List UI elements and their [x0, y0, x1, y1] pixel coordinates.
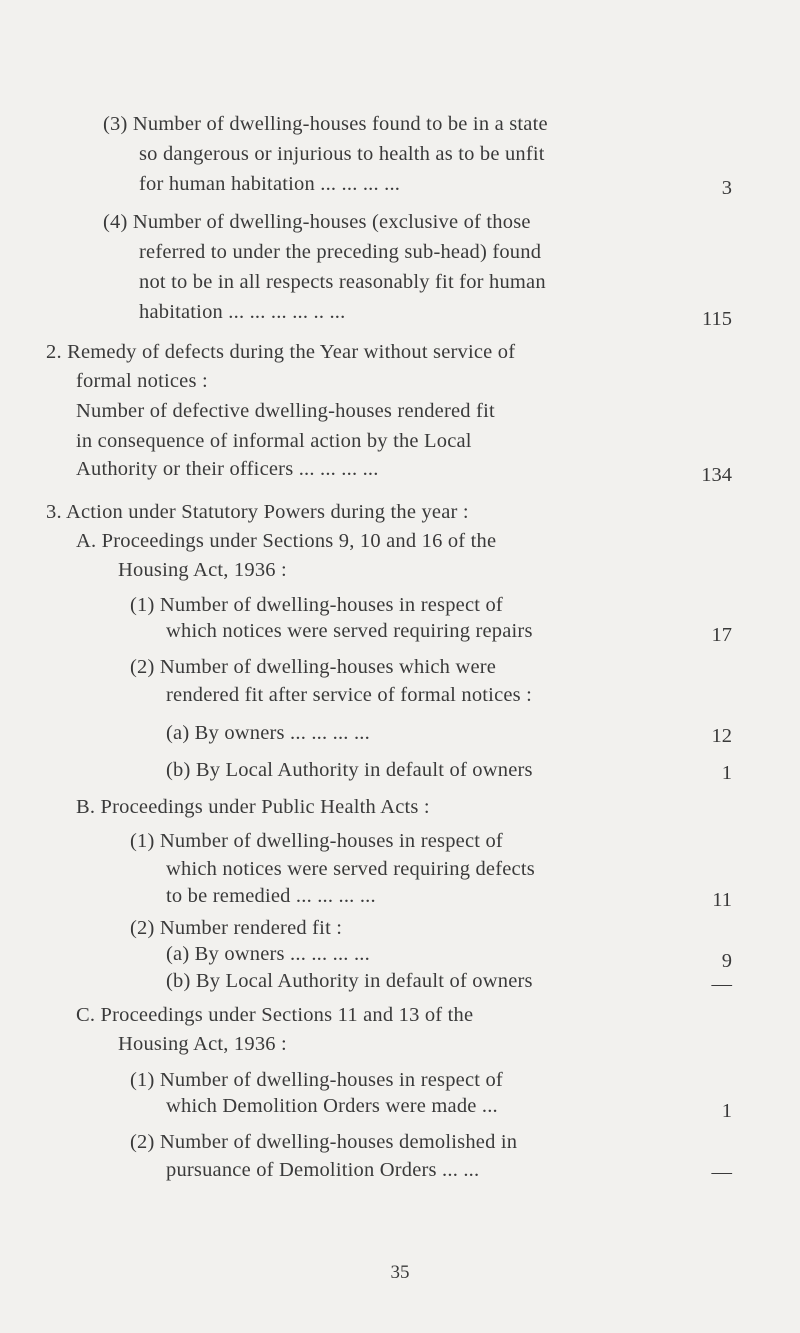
c2-line-2: pursuance of Demolition Orders ... ... [166, 1159, 480, 1181]
b2b-line: (b) By Local Authority in default of owners [166, 970, 533, 992]
item-3-value: 3 [721, 177, 732, 199]
a2-line-1: (2) Number of dwelling-houses which were [130, 656, 497, 678]
c1-line-2: which Demolition Orders were made ... [166, 1095, 498, 1117]
a1-value: 17 [711, 624, 732, 646]
page-number: 35 [390, 1262, 410, 1283]
item-4-line-1: (4) Number of dwelling-houses (exclusive of those [103, 211, 531, 233]
sub-b-heading: B. Proceedings under Public Health Acts : [76, 796, 430, 818]
section-3-heading: 3. Action under Statutory Powers during the year : [46, 501, 469, 523]
b2b-value: — [711, 973, 732, 995]
a2-line-2: rendered fit after service of formal notices : [166, 684, 533, 706]
b2a-value: 9 [721, 950, 732, 972]
section-2-line-3: Authority or their officers ... ... ... ... [76, 458, 379, 480]
a1-line-1: (1) Number of dwelling-houses in respect of [130, 594, 503, 616]
c2-value: — [711, 1161, 732, 1183]
a2b-line: (b) By Local Authority in default of owners [166, 759, 533, 781]
a2b-value: 1 [721, 762, 732, 784]
section-2-line-2: in consequence of informal action by the Local [76, 430, 472, 452]
b2-line: (2) Number rendered fit : [130, 917, 343, 939]
sub-a-heading-line-2: Housing Act, 1936 : [118, 559, 287, 581]
c1-line-1: (1) Number of dwelling-houses in respect of [130, 1069, 503, 1091]
b1-line-3: to be remedied ... ... ... ... [166, 885, 376, 907]
section-2-heading-line-1: 2. Remedy of defects during the Year without service of [46, 341, 516, 363]
section-2-heading-line-2: formal notices : [76, 370, 208, 392]
b1-line-2: which notices were served requiring defects [166, 858, 535, 880]
item-4-line-3: not to be in all respects reasonably fit for human [139, 271, 546, 293]
sub-a-heading-line-1: A. Proceedings under Sections 9, 10 and 16 of the [76, 530, 497, 552]
b1-line-1: (1) Number of dwelling-houses in respect of [130, 830, 503, 852]
c2-line-1: (2) Number of dwelling-houses demolished in [130, 1131, 518, 1153]
a2a-line: (a) By owners ... ... ... ... [166, 722, 370, 744]
item-3-line-3: for human habitation ... ... ... ... [139, 173, 401, 195]
a1-line-2: which notices were served requiring repairs [166, 620, 533, 642]
item-3-line-2: so dangerous or injurious to health as to be unfit [139, 143, 545, 165]
sub-c-heading-line-1: C. Proceedings under Sections 11 and 13 of the [76, 1004, 474, 1026]
item-4-line-2: referred to under the preceding sub-head) found [139, 241, 542, 263]
section-2-line-1: Number of defective dwelling-houses rendered fit [76, 400, 495, 422]
section-2-value: 134 [701, 464, 732, 486]
sub-c-heading-line-2: Housing Act, 1936 : [118, 1033, 287, 1055]
a2a-value: 12 [711, 725, 732, 747]
b2a-line: (a) By owners ... ... ... ... [166, 943, 370, 965]
item-4-line-4: habitation ... ... ... ... .. ... [139, 301, 346, 323]
b1-value: 11 [712, 889, 732, 911]
item-3-line-1: (3) Number of dwelling-houses found to be in a state [103, 113, 548, 135]
c1-value: 1 [721, 1100, 732, 1122]
item-4-value: 115 [702, 308, 732, 330]
